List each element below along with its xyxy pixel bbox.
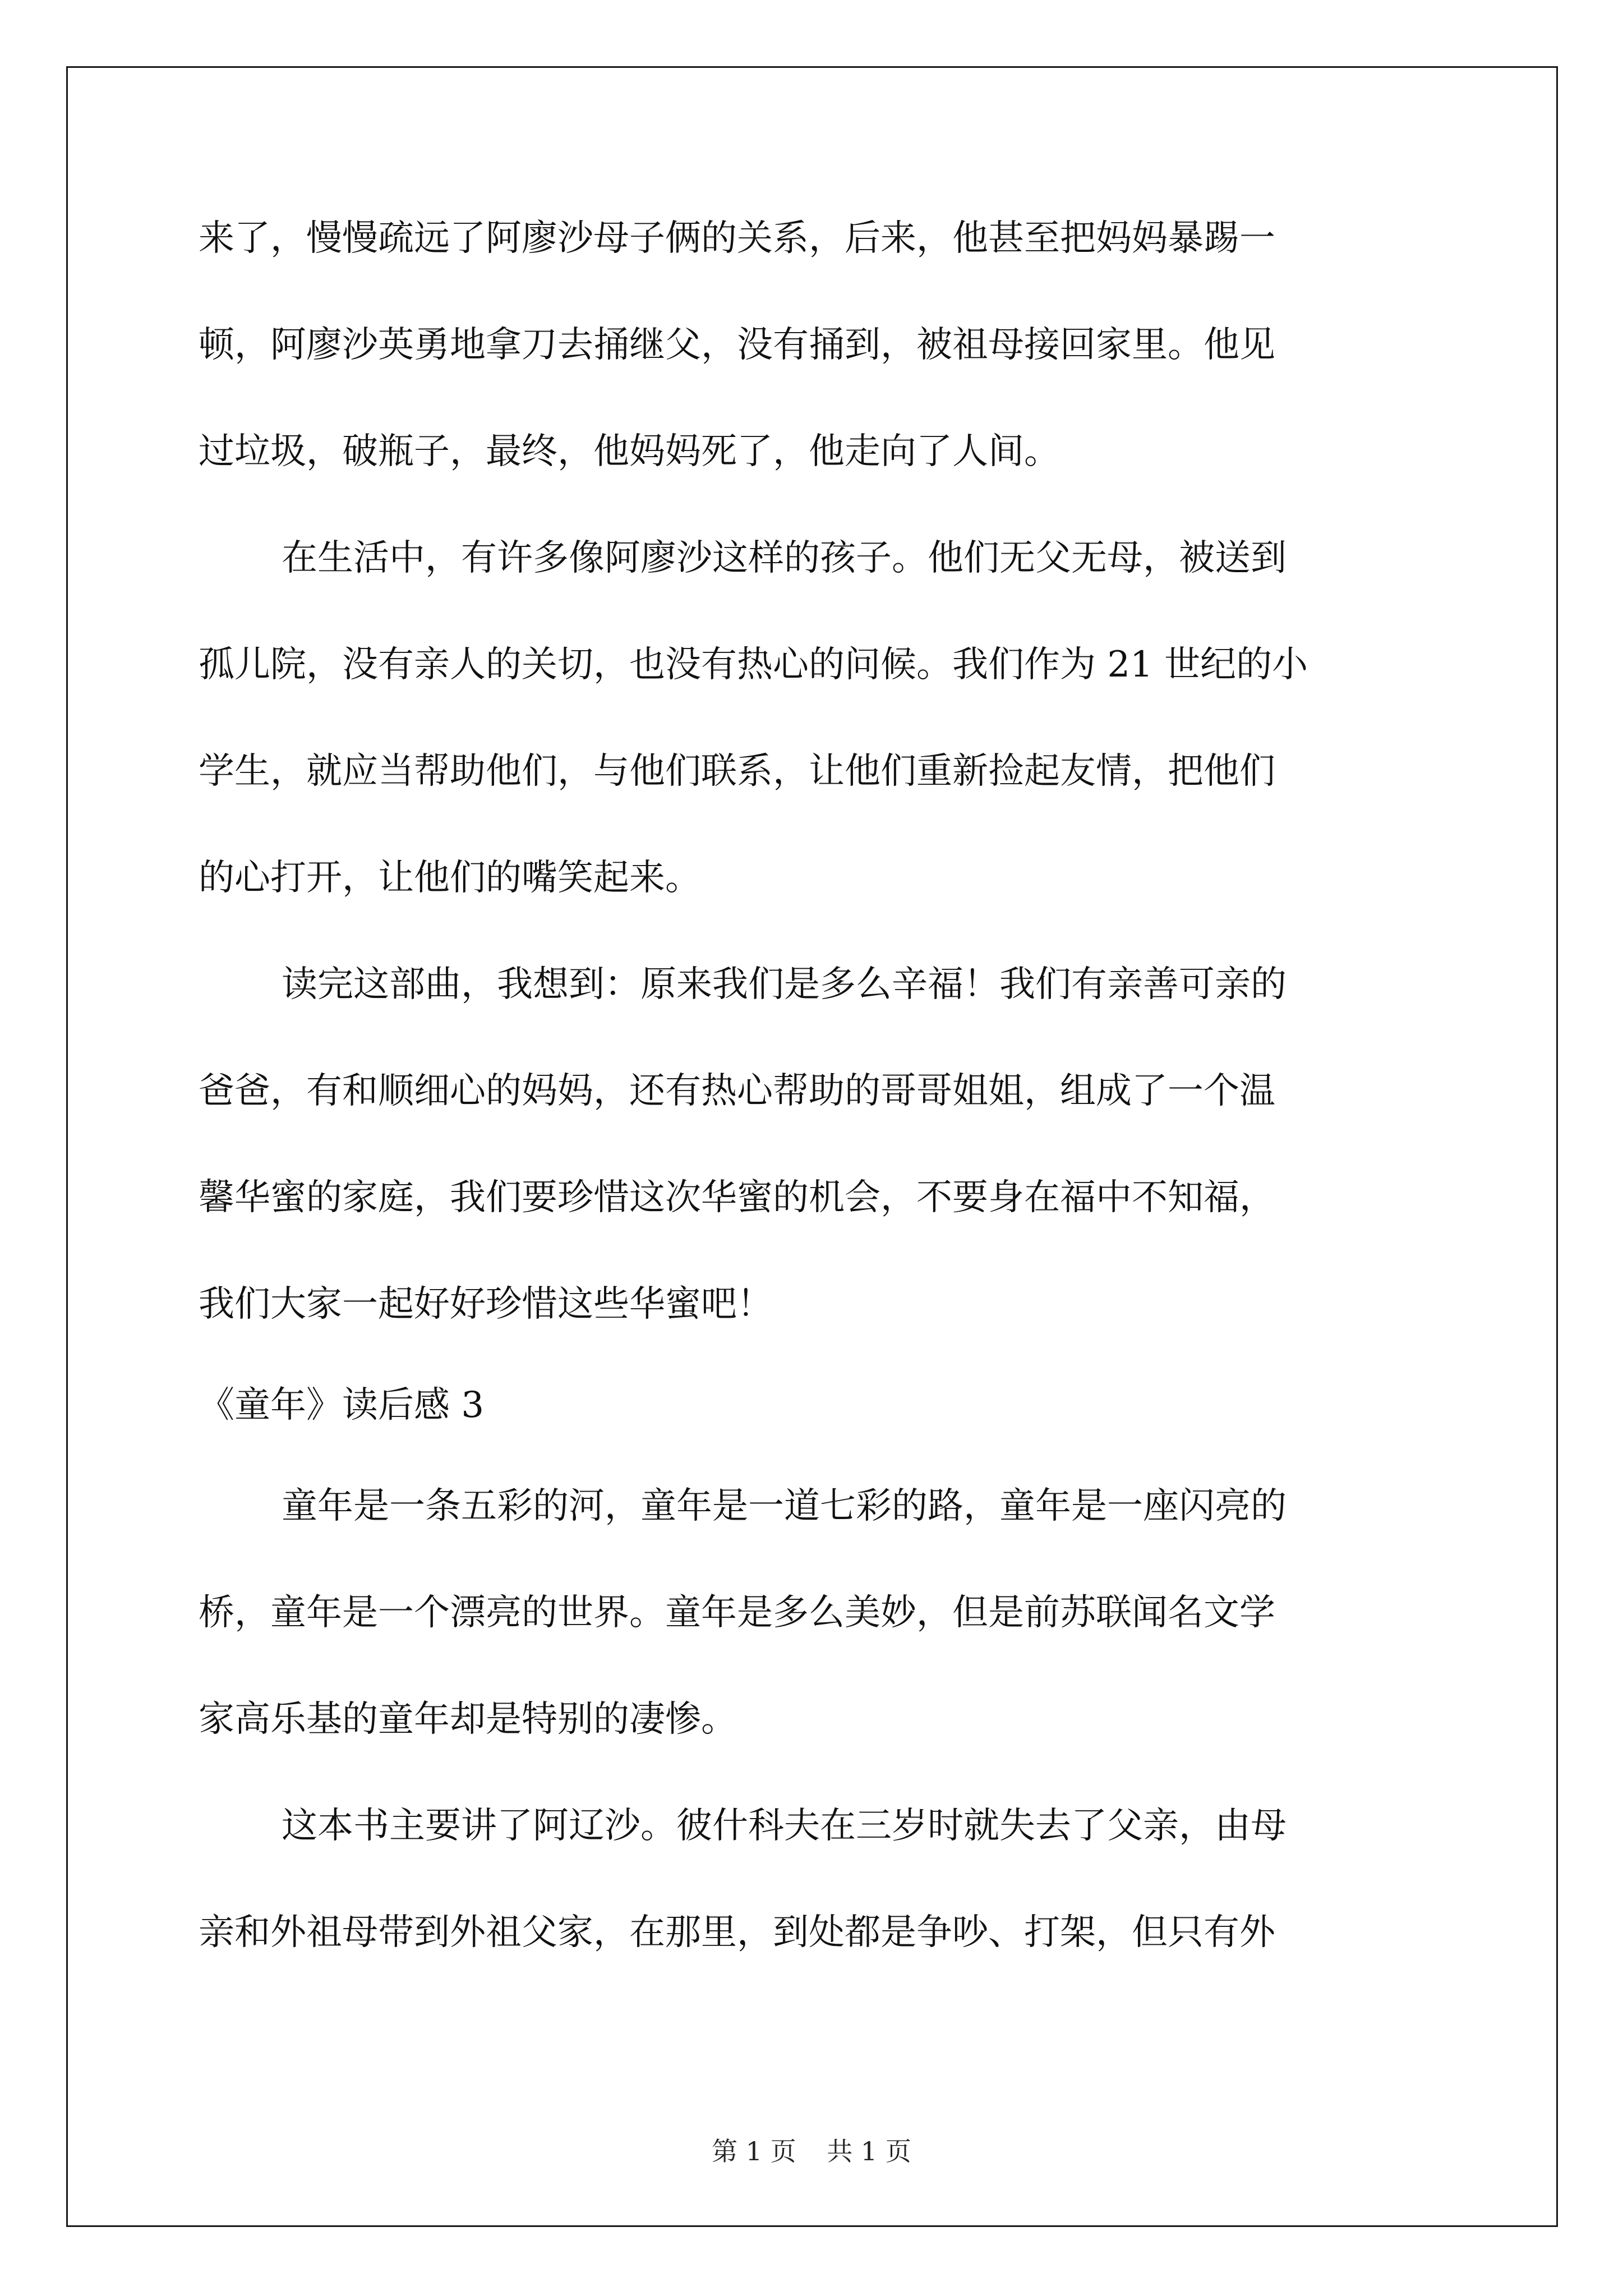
text-line: 在生活中，有许多像阿廖沙这样的孩子。他们无父无母，被送到 (282, 537, 1287, 579)
page-footer (0, 2131, 1623, 2168)
text-line: 亲和外祖母带到外祖父家，在那里，到处都是争吵、打架，但只有外 (199, 1912, 1275, 1953)
text-line: 来了，慢慢疏远了阿廖沙母子俩的关系，后来，他甚至把妈妈暴踢一 (199, 218, 1275, 259)
total-pages: 共 1 页 (827, 2136, 911, 2166)
text-line: 顿，阿廖沙英勇地拿刀去捅继父，没有捅到，被祖母接回家里。他见 (199, 324, 1275, 366)
text-line: 童年是一条五彩的河，童年是一道七彩的路，童年是一座闪亮的 (282, 1485, 1287, 1527)
text-line: 爸爸，有和顺细心的妈妈，还有热心帮助的哥哥姐姐，组成了一个温 (199, 1070, 1275, 1112)
paragraph (199, 524, 1427, 951)
section-heading: 《童年》读后感 3 (199, 1384, 485, 1426)
text-line: 桥，童年是一个漂亮的世界。童年是多么美妙，但是前苏联闻名文学 (199, 1592, 1275, 1634)
text-line: 学生，就应当帮助他们，与他们联系，让他们重新捡起友情，把他们 (199, 751, 1275, 792)
text-line: 过垃圾，破瓶子，最终，他妈妈死了，他走向了人间。 (199, 431, 1060, 472)
text-line: 我们大家一起好好珍惜这些华蜜吧！ (199, 1283, 773, 1325)
text-line: 这本书主要讲了阿辽沙。彼什科夫在三岁时就失去了父亲，由母 (282, 1805, 1287, 1847)
text-line: 家高乐基的童年却是特别的凄惨。 (199, 1699, 737, 1740)
text-line: 孤儿院，没有亲人的关切，也没有热心的问候。我们作为 21 世纪的小 (199, 644, 1308, 685)
paragraph (199, 1473, 1427, 1792)
page-number: 第 1 页 (712, 2136, 796, 2166)
document-body (199, 205, 1427, 2005)
paragraph (199, 951, 1427, 1372)
paragraph (199, 1792, 1427, 2005)
text-line: 读完这部曲，我想到：原来我们是多么辛福！我们有亲善可亲的 (282, 964, 1287, 1005)
text-line: 馨华蜜的家庭，我们要珍惜这次华蜜的机会，不要身在福中不知福， (199, 1177, 1275, 1218)
paragraph (199, 205, 1427, 524)
text-line: 的心打开，让他们的嘴笑起来。 (199, 857, 701, 899)
